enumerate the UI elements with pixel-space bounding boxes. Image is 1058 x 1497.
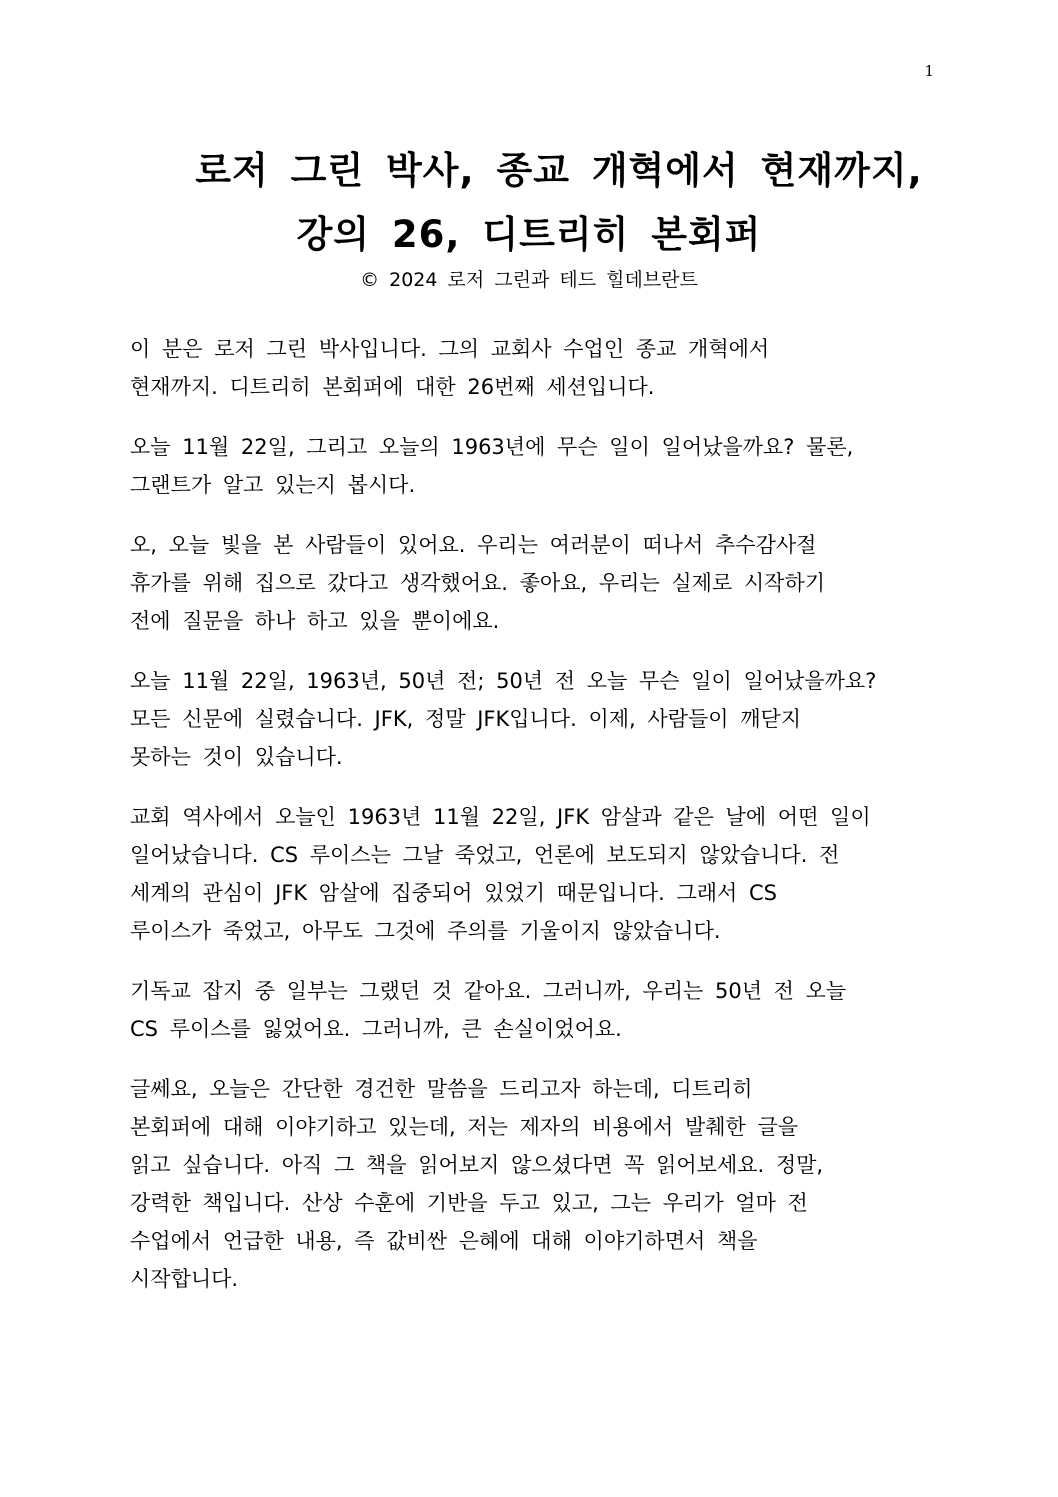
paragraph-line: 오늘 11월 22일, 1963년, 50년 전; 50년 전 오늘 무슨 일이 일어났을까요? — [130, 669, 877, 693]
paragraph-line: 읽고 싶습니다. 아직 그 책을 읽어보지 않으셨다면 꼭 읽어보세요. 정말, — [130, 1153, 824, 1177]
paragraph — [130, 972, 930, 1048]
paragraph-line: 교회 역사에서 오늘인 1963년 11월 22일, JFK 암살과 같은 날에 어떤 일이 — [130, 805, 871, 829]
paragraph-line: 모든 신문에 실렸습니다. JFK, 정말 JFK입니다. 이제, 사람들이 깨닫지 — [130, 707, 802, 731]
paragraph — [130, 662, 930, 776]
title-line-1: 로저 그린 박사, 종교 개혁에서 현재까지, — [195, 149, 923, 192]
paragraph-line: 전에 질문을 하나 하고 있을 뿐이에요. — [130, 609, 500, 633]
paragraph — [130, 428, 930, 504]
paragraph-line: 현재까지. 디트리히 본회퍼에 대한 26번째 세션입니다. — [130, 375, 655, 399]
paragraph-line: 글쎄요, 오늘은 간단한 경건한 말씀을 드리고자 하는데, 디트리히 — [130, 1077, 753, 1101]
copyright: © 2024 로저 그린과 테드 힐데브란트 — [360, 269, 698, 291]
paragraph — [130, 1070, 930, 1298]
paragraph-line: 본회퍼에 대해 이야기하고 있는데, 저는 제자의 비용에서 발췌한 글을 — [130, 1115, 799, 1139]
paragraph — [130, 798, 930, 950]
paragraph-line: 오, 오늘 빛을 본 사람들이 있어요. 우리는 여러분이 떠나서 추수감사절 — [130, 533, 817, 557]
paragraph-line: 못하는 것이 있습니다. — [130, 745, 343, 769]
paragraph — [130, 330, 930, 406]
paragraph-line: 기독교 잡지 중 일부는 그랬던 것 같아요. 그러니까, 우리는 50년 전 오늘 — [130, 979, 847, 1003]
paragraph-line: 강력한 책입니다. 산상 수훈에 기반을 두고 있고, 그는 우리가 얼마 전 — [130, 1191, 808, 1215]
paragraph-line: 루이스가 죽었고, 아무도 그것에 주의를 기울이지 않았습니다. — [130, 919, 721, 943]
paragraph-line: 이 분은 로저 그린 박사입니다. 그의 교회사 수업인 종교 개혁에서 — [130, 337, 770, 361]
paragraph-line: 그랜트가 알고 있는지 봅시다. — [130, 473, 416, 497]
title-line-2: 강의 26, 디트리히 본회퍼 — [296, 213, 762, 256]
paragraph-line: 휴가를 위해 집으로 갔다고 생각했어요. 좋아요, 우리는 실제로 시작하기 — [130, 571, 826, 595]
paragraph-line: 일어났습니다. CS 루이스는 그날 죽었고, 언론에 보도되지 않았습니다. 전 — [130, 843, 840, 867]
paragraph-line: 수업에서 언급한 내용, 즉 값비싼 은혜에 대해 이야기하면서 책을 — [130, 1229, 758, 1253]
paragraph — [130, 526, 930, 640]
page-number: 1 — [924, 62, 934, 80]
paragraph-line: CS 루이스를 잃었어요. 그러니까, 큰 손실이었어요. — [130, 1017, 622, 1041]
paragraph-line: 시작합니다. — [130, 1267, 239, 1291]
body-text — [130, 330, 930, 1320]
paragraph-line: 세계의 관심이 JFK 암살에 집중되어 있었기 때문입니다. 그래서 CS — [130, 881, 777, 905]
paragraph-line: 오늘 11월 22일, 그리고 오늘의 1963년에 무슨 일이 일어났을까요? 물론, — [130, 435, 854, 459]
